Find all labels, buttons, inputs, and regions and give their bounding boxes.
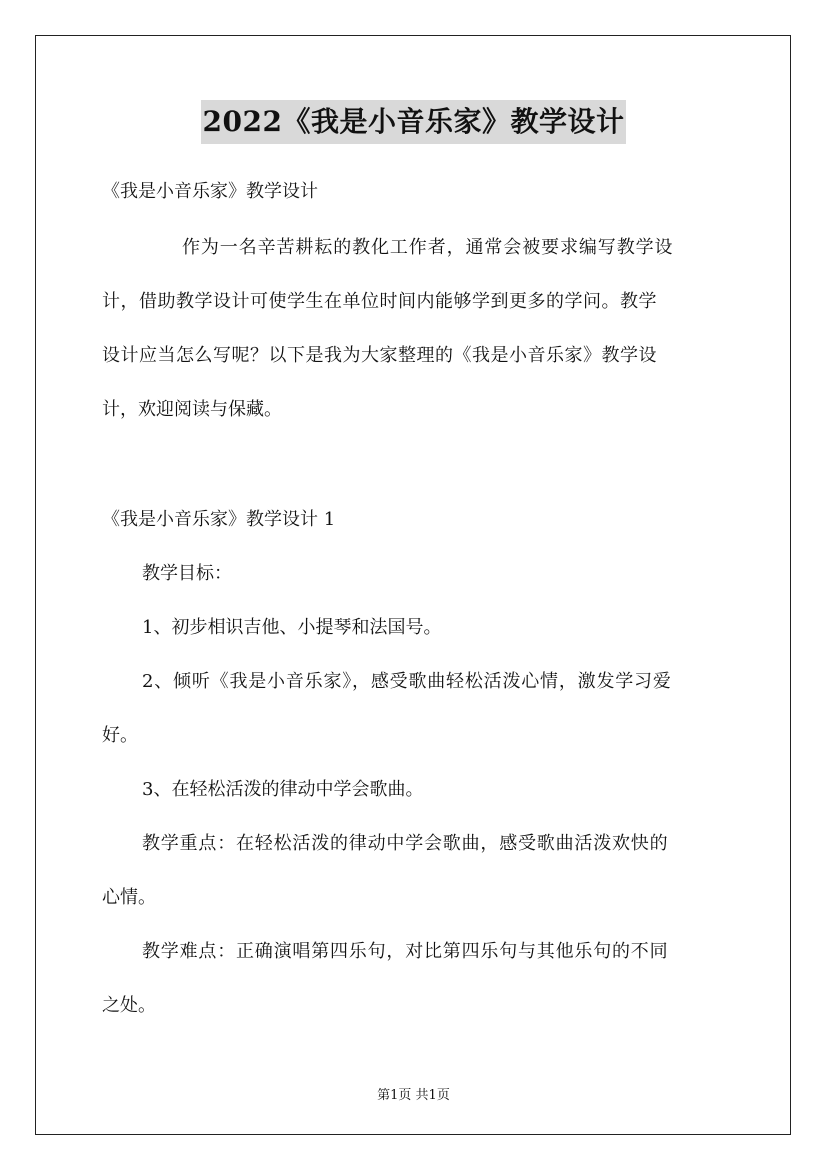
paragraph-line: 心情。 bbox=[102, 887, 156, 908]
paragraph-line: 计，借助教学设计可使学生在单位时间内能够学到更多的学问。教学 bbox=[102, 291, 657, 312]
list-item: 2、倾听《我是小音乐家》，感受歌曲轻松活泼心情，激发学习爱 bbox=[142, 671, 672, 692]
section-heading: 《我是小音乐家》教学设计 1 bbox=[102, 509, 336, 530]
paragraph-line: 教学重点：在轻松活泼的律动中学会歌曲，感受歌曲活泼欢快的 bbox=[142, 833, 669, 854]
paragraph-line: 作为一名辛苦耕耘的教化工作者，通常会被要求编写教学设 bbox=[182, 237, 674, 258]
paragraph-line: 计，欢迎阅读与保藏。 bbox=[102, 399, 282, 420]
paragraph-line: 教学难点：正确演唱第四乐句，对比第四乐句与其他乐句的不同 bbox=[142, 941, 669, 962]
paragraph-line: 好。 bbox=[102, 725, 138, 746]
paragraph-line: 之处。 bbox=[102, 995, 156, 1016]
document-title: 2022《我是小音乐家》教学设计 bbox=[201, 100, 627, 144]
page-footer: 第1页 共1页 bbox=[377, 1088, 450, 1103]
paragraph-line: 教学目标： bbox=[142, 563, 232, 584]
subtitle-line: 《我是小音乐家》教学设计 bbox=[102, 181, 318, 202]
paragraph-line: 设计应当怎么写呢？以下是我为大家整理的《我是小音乐家》教学设 bbox=[102, 345, 657, 366]
list-item: 1、初步相识吉他、小提琴和法国号。 bbox=[142, 617, 442, 638]
list-item: 3、在轻松活泼的律动中学会歌曲。 bbox=[142, 779, 424, 800]
